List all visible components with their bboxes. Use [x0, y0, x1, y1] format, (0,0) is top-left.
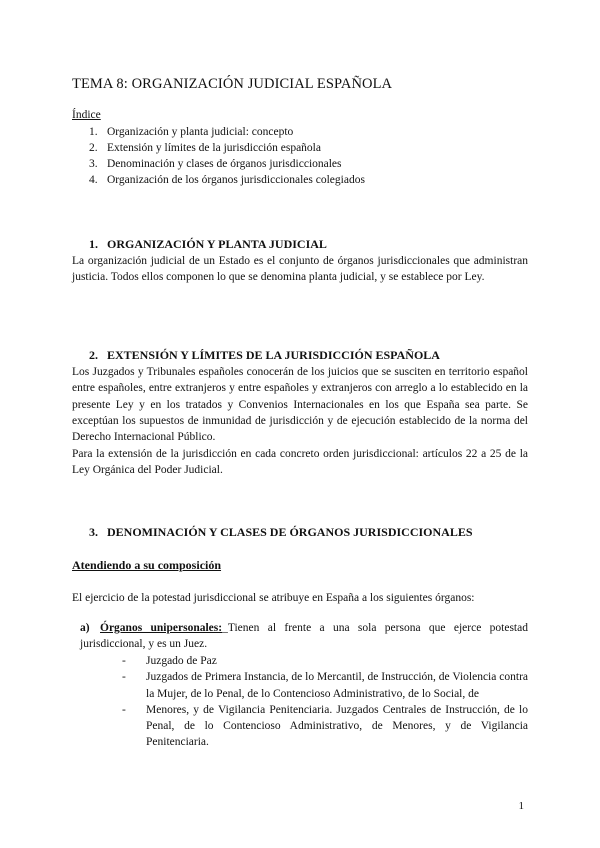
section1-heading: 1. ORGANIZACIÓN Y PLANTA JUDICIAL	[89, 237, 327, 251]
index-heading: Índice	[72, 109, 101, 121]
index-list	[89, 124, 365, 188]
section1-body: La organización judicial de un Estado es el conjunto de órganos jurisdiccionales que administran justicia. Todos ellos componen lo que se denomina planta judicial, y se establece por Ley.	[72, 255, 528, 284]
unipersonal-organs-list	[122, 653, 528, 751]
list-item: - Juzgados de Primera Instancia, de lo Mercantil, de Instrucción, de Violencia contra la Mujer, de lo Penal, de lo Contencioso Administrativo, de lo Social, de	[122, 671, 528, 700]
index-item: 3. Denominación y clases de órganos jurisdiccionales	[89, 158, 342, 170]
section3-subheading: Atendiendo a su composición	[72, 558, 222, 572]
index-item: 4. Organización de los órganos jurisdiccionales colegiados	[89, 174, 365, 186]
list-item-a: a) Órganos unipersonales:_Tienen al frente a una sola persona que ejerce potestad jurisdiccional, y es un Juez.	[80, 622, 528, 651]
section2-body1: Los Juzgados y Tribunales españoles conocerán de los juicios que se susciten en territorio español entre españoles, entre extranjeros y entre españoles y extranjeros con arreglo a lo establecido en la presente Ley y en los tratados y Convenios Internacionales en los que España sea parte. Se exceptúan los supuestos de inmunidad de jurisdicción y de ejecución establecido de la norma del Derecho Internacional Público.	[72, 366, 528, 444]
index-item: 1. Organización y planta judicial: concepto	[89, 126, 294, 138]
section2-body2: Para la extensión de la jurisdicción en cada concreto orden jurisdiccional: artículos 22 a 25 de la Ley Orgánica del Poder Judicial.	[72, 448, 528, 477]
index-item: 2. Extensión y límites de la jurisdicción española	[89, 142, 321, 154]
page-number: 1	[518, 800, 524, 812]
list-item: - Juzgado de Paz	[122, 655, 217, 667]
section3-intro: El ejercicio de la potestad jurisdiccional se atribuye en España a los siguientes órganos:	[72, 592, 475, 604]
list-item: - Menores, y de Vigilancia Penitenciaria. Juzgados Centrales de Instrucción, de lo Penal, de lo Contencioso Administrativo, de Menores, y de Vigilancia Penitenciaria.	[122, 703, 528, 749]
section2-heading: 2. EXTENSIÓN Y LÍMITES DE LA JURISDICCIÓN ESPAÑOLA	[89, 348, 440, 362]
section3-heading: 3. DENOMINACIÓN Y CLASES DE ÓRGANOS JURISDICCIONALES	[89, 525, 473, 539]
document-title: TEMA 8: ORGANIZACIÓN JUDICIAL ESPAÑOLA	[72, 76, 393, 92]
